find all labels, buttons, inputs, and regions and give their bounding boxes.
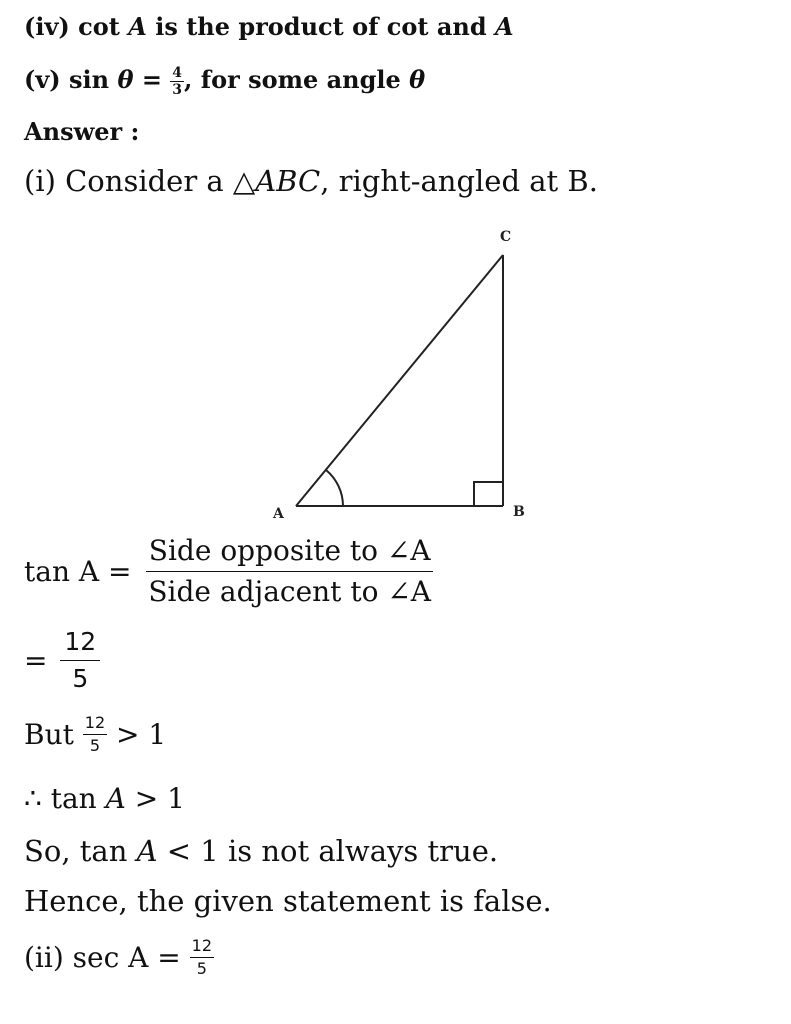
- question-v-theta2: θ: [409, 65, 426, 94]
- therefore-pre: ∴ tan: [24, 782, 97, 815]
- but-fraction-num: 12: [83, 712, 107, 735]
- so-rest: < 1 is not always true.: [166, 834, 499, 868]
- question-iv: [24, 12, 514, 41]
- part-ii-num: 12: [190, 935, 214, 958]
- question-iv-text-mid: is the product of cot and: [155, 12, 487, 41]
- question-v-text-post: , for some angle: [184, 65, 401, 94]
- question-v-label: (v): [24, 65, 61, 94]
- twelve-fifths-den: 5: [72, 664, 89, 693]
- so-line: [24, 834, 498, 868]
- tan-definition-numerator: Side opposite to ∠A: [146, 531, 433, 572]
- twelve-fifths-num: 12: [60, 624, 100, 661]
- but-line: [24, 712, 166, 757]
- tan-definition-denominator: Side adjacent to ∠A: [148, 575, 432, 608]
- part-ii-line: [24, 935, 214, 980]
- angle-a-arc: [326, 470, 343, 506]
- vertex-c-label: C: [500, 229, 512, 245]
- but-fraction-den: 5: [89, 736, 101, 755]
- equals-sign: =: [24, 644, 48, 677]
- right-angle-marker: [474, 482, 503, 506]
- but-word: But: [24, 718, 74, 751]
- tan-definition-fraction: [146, 531, 433, 612]
- question-v-den: 3: [172, 82, 183, 98]
- so-pre: So, tan: [24, 834, 128, 868]
- part-i-intro: [24, 164, 598, 198]
- question-iv-label: (iv): [24, 12, 70, 41]
- but-rest: > 1: [116, 718, 167, 751]
- question-v: [24, 60, 425, 100]
- part-i-rest: , right-angled at B.: [320, 164, 598, 198]
- side-ac: [296, 255, 503, 506]
- question-v-fraction: [170, 65, 184, 98]
- therefore-var-a: A: [105, 782, 126, 815]
- tan-definition-lhs: tan A =: [24, 555, 132, 588]
- part-i-intro-text: (i) Consider a △: [24, 164, 256, 198]
- part-i-triangle-name: ABC: [255, 164, 321, 198]
- question-v-num: 4: [172, 65, 183, 81]
- part-ii-fraction: [190, 935, 214, 980]
- question-iv-var-a2: A: [494, 12, 514, 41]
- question-iv-var-a: A: [128, 12, 147, 41]
- answer-heading: Answer :: [24, 117, 140, 146]
- but-fraction: [83, 712, 107, 757]
- vertex-a-label: A: [273, 506, 284, 522]
- therefore-rest: > 1: [134, 782, 185, 815]
- question-v-eq: =: [141, 65, 162, 94]
- triangle-diagram: [260, 222, 550, 522]
- twelve-fifths-fraction: [60, 624, 100, 697]
- therefore-line: [24, 782, 185, 815]
- so-var-a: A: [136, 834, 158, 868]
- question-v-theta: θ: [117, 65, 134, 94]
- part-ii-lhs: (ii) sec A =: [24, 941, 181, 974]
- tan-definition: [24, 531, 433, 615]
- hence-line: Hence, the given statement is false.: [24, 884, 552, 918]
- vertex-b-label: B: [513, 504, 525, 520]
- part-ii-den: 5: [196, 959, 207, 978]
- equals-twelve-fifths: [24, 624, 100, 697]
- question-iv-text-pre: cot: [78, 12, 120, 41]
- question-v-sin: sin: [69, 65, 110, 94]
